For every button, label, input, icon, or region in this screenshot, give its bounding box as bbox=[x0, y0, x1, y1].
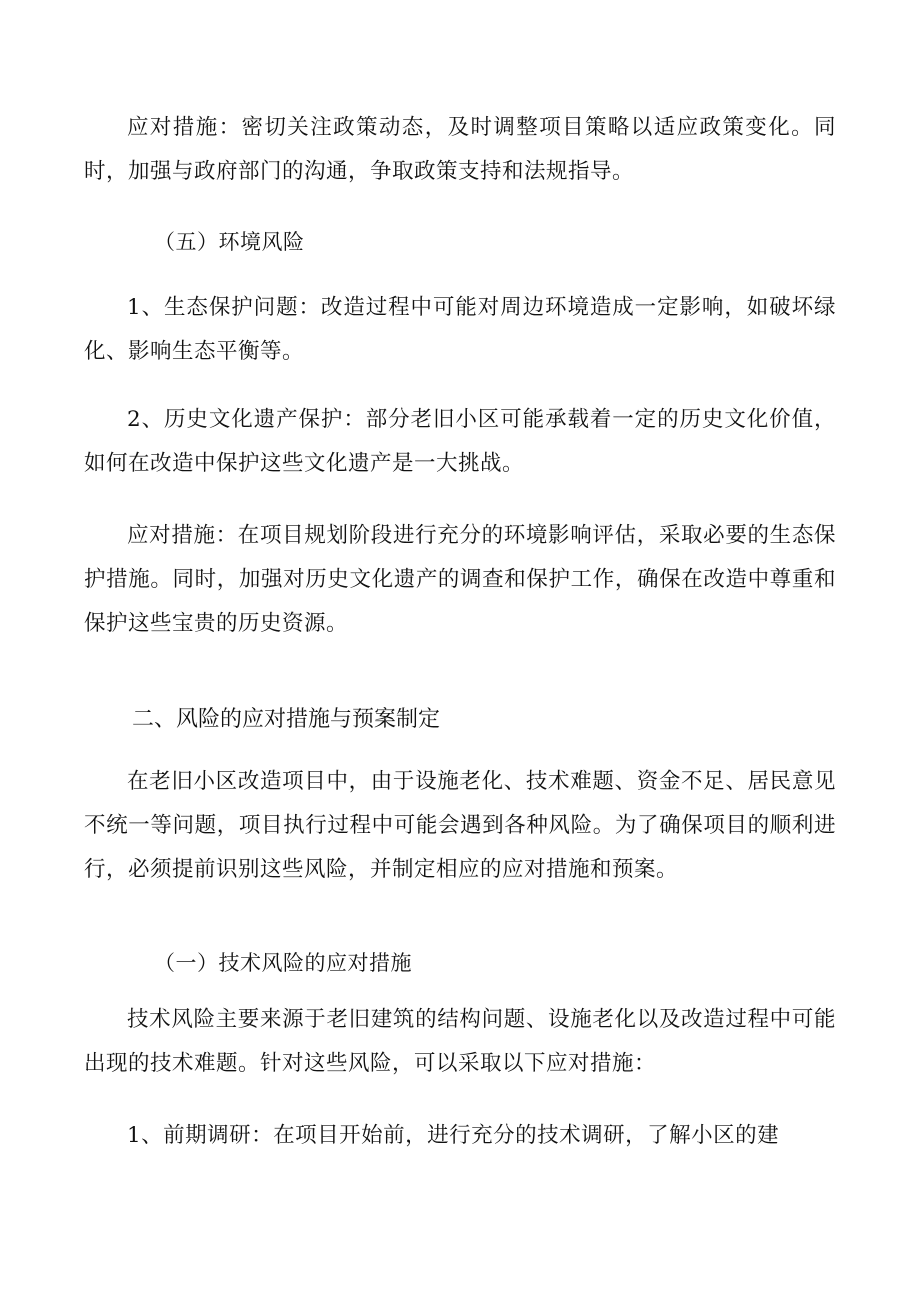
subheading-technical-risk: （一）技术风险的应对措施 bbox=[154, 951, 412, 975]
section-heading-risk-response: 二、风险的应对措施与预案制定 bbox=[132, 707, 441, 732]
paragraph-ecology-protection: 1、生态保护问题：改造过程中可能对周边环境造成一定影响，如破坏绿化、影响生态平衡等。 bbox=[84, 295, 836, 364]
paragraph-environment-measures: 应对措施：在项目规划阶段进行充分的环境影响评估，采取必要的生态保护措施。同时，加强对历史文化遗产的调查和保护工作，确保在改造中尊重和保护这些宝贵的历史资源。 bbox=[84, 523, 836, 636]
paragraph-risk-overview: 在老旧小区改造项目中，由于设施老化、技术难题、资金不足、居民意见不统一等问题，项目执行过程中可能会遇到各种风险。为了确保项目的顺利进行，必须提前识别这些风险，并制定相应的应对措施和预案。 bbox=[84, 769, 836, 882]
paragraph-heritage-protection: 2、历史文化遗产保护：部分老旧小区可能承载着一定的历史文化价值，如何在改造中保护这些文化遗产是一大挑战。 bbox=[84, 407, 836, 476]
subheading-environment-risk: （五）环境风险 bbox=[154, 230, 305, 254]
paragraph-technical-risk-source: 技术风险主要来源于老旧建筑的结构问题、设施老化以及改造过程中可能出现的技术难题。针对这些风险，可以采取以下应对措施： bbox=[84, 1007, 836, 1076]
paragraph-preliminary-survey: 1、前期调研：在项目开始前，进行充分的技术调研，了解小区的建 bbox=[127, 1123, 780, 1148]
paragraph-policy-measures: 应对措施：密切关注政策动态，及时调整项目策略以适应政策变化。同时，加强与政府部门的沟通，争取政策支持和法规指导。 bbox=[84, 115, 836, 184]
